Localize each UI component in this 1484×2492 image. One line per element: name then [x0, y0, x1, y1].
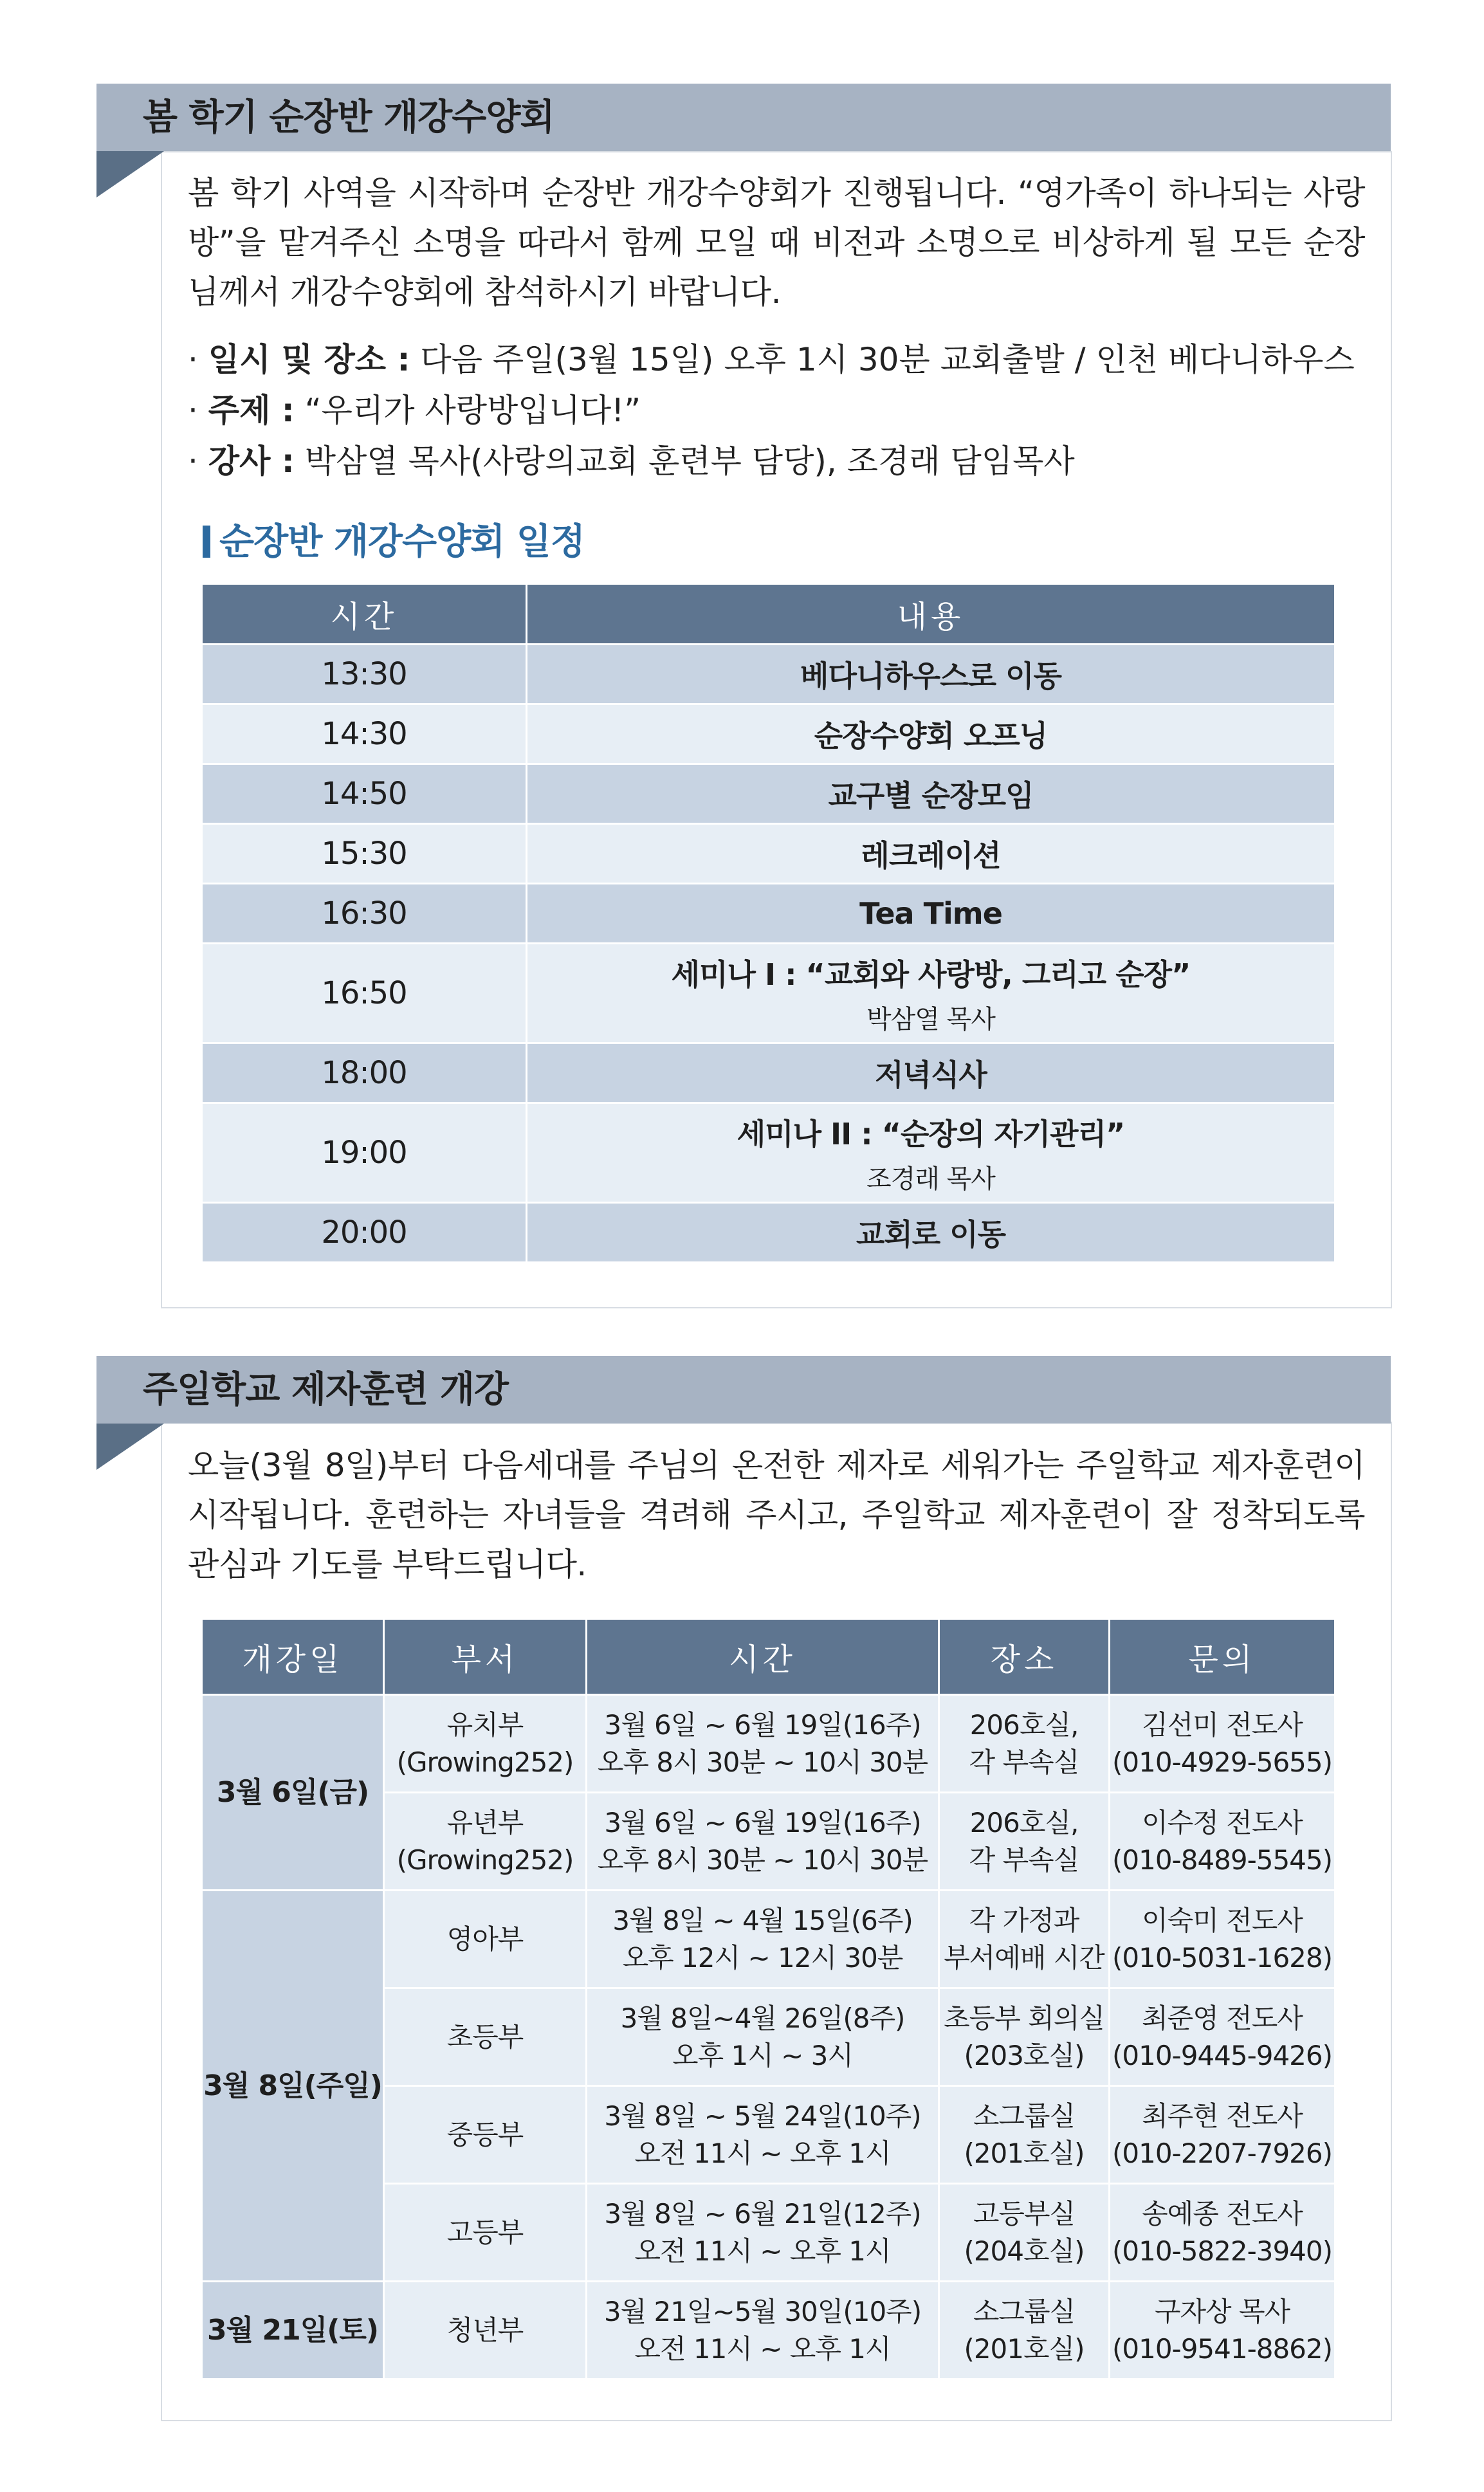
place-line: (204호실)	[964, 2235, 1085, 2267]
contact-line: 구자상 목사	[1154, 2295, 1290, 2327]
contact	[1110, 1793, 1335, 1891]
schedule-row	[202, 944, 1335, 1043]
contact-line: 송예종 전도사	[1142, 2197, 1303, 2230]
time-line: 3월 8일~4월 26일(8주)	[620, 2002, 905, 2034]
place	[939, 1891, 1110, 1988]
col-header-time: 시간	[202, 584, 527, 645]
place-line: 206호실,	[969, 1806, 1079, 1838]
time	[587, 1891, 939, 1988]
time	[587, 2184, 939, 2282]
schedule-time: 16:50	[202, 944, 527, 1043]
section1-corner-fold	[96, 151, 164, 197]
bullet-item: · 강사 : 박삼열 목사(사랑의교회 훈련부 담당), 조경래 담임목사	[188, 443, 1075, 480]
schedule-activity: 레크레이션	[861, 838, 1001, 873]
schedule-speaker: 박삼열 목사	[866, 1004, 995, 1034]
contact	[1110, 2184, 1335, 2282]
dept: 초등부	[384, 1988, 587, 2086]
schedule-time: 20:00	[202, 1203, 527, 1263]
time-line: 오후 8시 30분 ~ 10시 30분	[597, 1746, 928, 1778]
dept: 청년부	[384, 2282, 587, 2379]
time-line: 오후 1시 ~ 3시	[672, 2039, 853, 2071]
schedule-row	[202, 1103, 1335, 1203]
time-line: 3월 21일~5월 30일(10주)	[603, 2295, 922, 2327]
place	[939, 1695, 1110, 1793]
place-line: (203호실)	[964, 2039, 1085, 2071]
time	[587, 1793, 939, 1891]
schedule-activity-cell	[527, 884, 1335, 944]
col-header-content: 내용	[527, 584, 1335, 645]
schedule-activity-cell	[527, 824, 1335, 884]
col-header-date: 개강일	[202, 1619, 384, 1695]
time	[587, 1695, 939, 1793]
schedule-activity-cell	[527, 645, 1335, 704]
place-line: 소그룹실	[973, 2100, 1076, 2132]
col-header-contact: 문의	[1110, 1619, 1335, 1695]
start-date: 3월 8일(주일)	[202, 1891, 384, 2282]
place	[939, 2184, 1110, 2282]
dept: 중등부	[384, 2086, 587, 2184]
place	[939, 1988, 1110, 2086]
subheading-bar	[203, 526, 210, 558]
time-line: 3월 8일 ~ 5월 24일(10주)	[604, 2100, 921, 2132]
schedule-activity: Tea Time	[859, 896, 1002, 931]
dept-line: 유년부	[446, 1806, 524, 1838]
section2-title: 주일학교 제자훈련 개강	[143, 1369, 508, 1411]
schedule-time: 19:00	[202, 1103, 527, 1203]
schedule-time: 15:30	[202, 824, 527, 884]
place-line: 부서예배 시간	[944, 1941, 1104, 1974]
start-date: 3월 6일(금)	[202, 1695, 384, 1891]
contact	[1110, 1695, 1335, 1793]
start-date: 3월 21일(토)	[202, 2282, 384, 2379]
time	[587, 1988, 939, 2086]
place-line: 각 부속실	[969, 1746, 1079, 1778]
time-line: 오후 12시 ~ 12시 30분	[622, 1941, 903, 1974]
dept-line: 유치부	[446, 1709, 524, 1741]
schedule-time: 14:50	[202, 764, 527, 824]
time-line: 3월 6일 ~ 6월 19일(16주)	[604, 1806, 921, 1838]
contact-line: (010-5822-3940)	[1112, 2235, 1333, 2267]
col-header-place: 장소	[939, 1619, 1110, 1695]
place-line: 초등부 회의실	[944, 2002, 1104, 2034]
dept	[384, 1793, 587, 1891]
contact-line: (010-9445-9426)	[1112, 2039, 1333, 2071]
section2-corner-fold	[96, 1424, 164, 1470]
contact	[1110, 2282, 1335, 2379]
section2-header	[96, 1356, 1391, 1424]
time	[587, 2282, 939, 2379]
contact	[1110, 1988, 1335, 2086]
schedule-activity-cell	[527, 944, 1335, 1043]
place-line: 206호실,	[969, 1709, 1079, 1741]
schedule-row	[202, 764, 1335, 824]
contact-line: 김선미 전도사	[1142, 1709, 1303, 1741]
place	[939, 2086, 1110, 2184]
dept-line: (Growing252)	[396, 1844, 574, 1876]
place	[939, 1793, 1110, 1891]
schedule-row	[202, 824, 1335, 884]
schedule-row	[202, 884, 1335, 944]
time-line: 3월 8일 ~ 6월 21일(12주)	[604, 2197, 921, 2230]
schedule-table	[201, 583, 1336, 1263]
contact-line: (010-4929-5655)	[1112, 1746, 1333, 1778]
contact-line: (010-2207-7926)	[1112, 2137, 1333, 2169]
schedule-activity: 교구별 순장모임	[828, 778, 1034, 813]
place	[939, 2282, 1110, 2379]
schedule-activity: 세미나 II : “순장의 자기관리”	[737, 1116, 1125, 1151]
section2-intro: 오늘(3월 8일)부터 다음세대를 주님의 온전한 제자로 세워가는 주일학교 제자훈련이 시작됩니다. 훈련하는 자녀들을 격려해 주시고, 주일학교 제자훈련이 잘 정착되도록 관심과 기도를 부탁드립니다.	[188, 1447, 1365, 1583]
training-row	[202, 1695, 1335, 1793]
dept: 고등부	[384, 2184, 587, 2282]
section1-title: 봄 학기 순장반 개강수양회	[143, 96, 554, 138]
place-line: 소그룹실	[973, 2295, 1076, 2327]
schedule-activity: 베다니하우스로 이동	[800, 659, 1061, 693]
col-header-dept: 부서	[384, 1619, 587, 1695]
place-line: (201호실)	[964, 2332, 1085, 2365]
schedule-activity-cell	[527, 764, 1335, 824]
schedule-activity-cell	[527, 704, 1335, 764]
training-row	[202, 1891, 1335, 1988]
schedule-time: 16:30	[202, 884, 527, 944]
place-line: 각 가정과	[969, 1904, 1079, 1936]
dept	[384, 1695, 587, 1793]
bullet-item: · 일시 및 장소 : 다음 주일(3월 15일) 오후 1시 30분 교회출발 / 인천 베다니하우스	[188, 341, 1355, 378]
col-header-time: 시간	[587, 1619, 939, 1695]
contact-line: (010-5031-1628)	[1112, 1941, 1333, 1974]
dept: 영아부	[384, 1891, 587, 1988]
schedule-activity-cell	[527, 1043, 1335, 1103]
schedule-time: 18:00	[202, 1043, 527, 1103]
training-row	[202, 2282, 1335, 2379]
time-line: 오전 11시 ~ 오후 1시	[634, 2235, 891, 2267]
schedule-time: 14:30	[202, 704, 527, 764]
contact-line: (010-9541-8862)	[1112, 2332, 1333, 2365]
schedule-activity: 순장수양회 오프닝	[814, 719, 1048, 753]
contact-line: 최주현 전도사	[1142, 2100, 1303, 2132]
contact	[1110, 1891, 1335, 1988]
time	[587, 2086, 939, 2184]
bullet-item: · 주제 : “우리가 사랑방입니다!”	[188, 392, 641, 429]
schedule-speaker: 조경래 목사	[866, 1164, 995, 1194]
schedule-row	[202, 704, 1335, 764]
training-table	[201, 1618, 1336, 2380]
schedule-row	[202, 1203, 1335, 1263]
time-line: 오전 11시 ~ 오후 1시	[634, 2137, 891, 2169]
schedule-time: 13:30	[202, 645, 527, 704]
dept-line: (Growing252)	[396, 1746, 574, 1778]
place-line: (201호실)	[964, 2137, 1085, 2169]
section1-header	[96, 84, 1391, 151]
schedule-activity: 교회로 이동	[856, 1217, 1006, 1252]
schedule-activity: 저녁식사	[875, 1058, 987, 1092]
contact-line: 최준영 전도사	[1142, 2002, 1303, 2034]
schedule-subheading: 순장반 개강수양회 일정	[203, 513, 585, 565]
schedule-activity: 세미나 I : “교회와 사랑방, 그리고 순장”	[671, 957, 1191, 992]
schedule-activity-cell	[527, 1203, 1335, 1263]
contact-line: 이수정 전도사	[1142, 1806, 1303, 1838]
section1-bullets	[188, 334, 1365, 487]
schedule-row	[202, 1043, 1335, 1103]
schedule-activity-cell	[527, 1103, 1335, 1203]
place-line: 고등부실	[973, 2197, 1076, 2230]
time-line: 3월 6일 ~ 6월 19일(16주)	[604, 1709, 921, 1741]
time-line: 오후 8시 30분 ~ 10시 30분	[597, 1844, 928, 1876]
time-line: 오전 11시 ~ 오후 1시	[634, 2332, 891, 2365]
contact-line: (010-8489-5545)	[1112, 1844, 1333, 1876]
contact	[1110, 2086, 1335, 2184]
place-line: 각 부속실	[969, 1844, 1079, 1876]
section1-intro: 봄 학기 사역을 시작하며 순장반 개강수양회가 진행됩니다. “영가족이 하나되는 사랑방”을 맡겨주신 소명을 따라서 함께 모일 때 비전과 소명으로 비상하게 될 모든 순장님께서 개강수양회에 참석하시기 바랍니다.	[188, 174, 1365, 311]
contact-line: 이숙미 전도사	[1142, 1904, 1303, 1936]
schedule-row	[202, 645, 1335, 704]
time-line: 3월 8일 ~ 4월 15일(6주)	[612, 1904, 913, 1936]
